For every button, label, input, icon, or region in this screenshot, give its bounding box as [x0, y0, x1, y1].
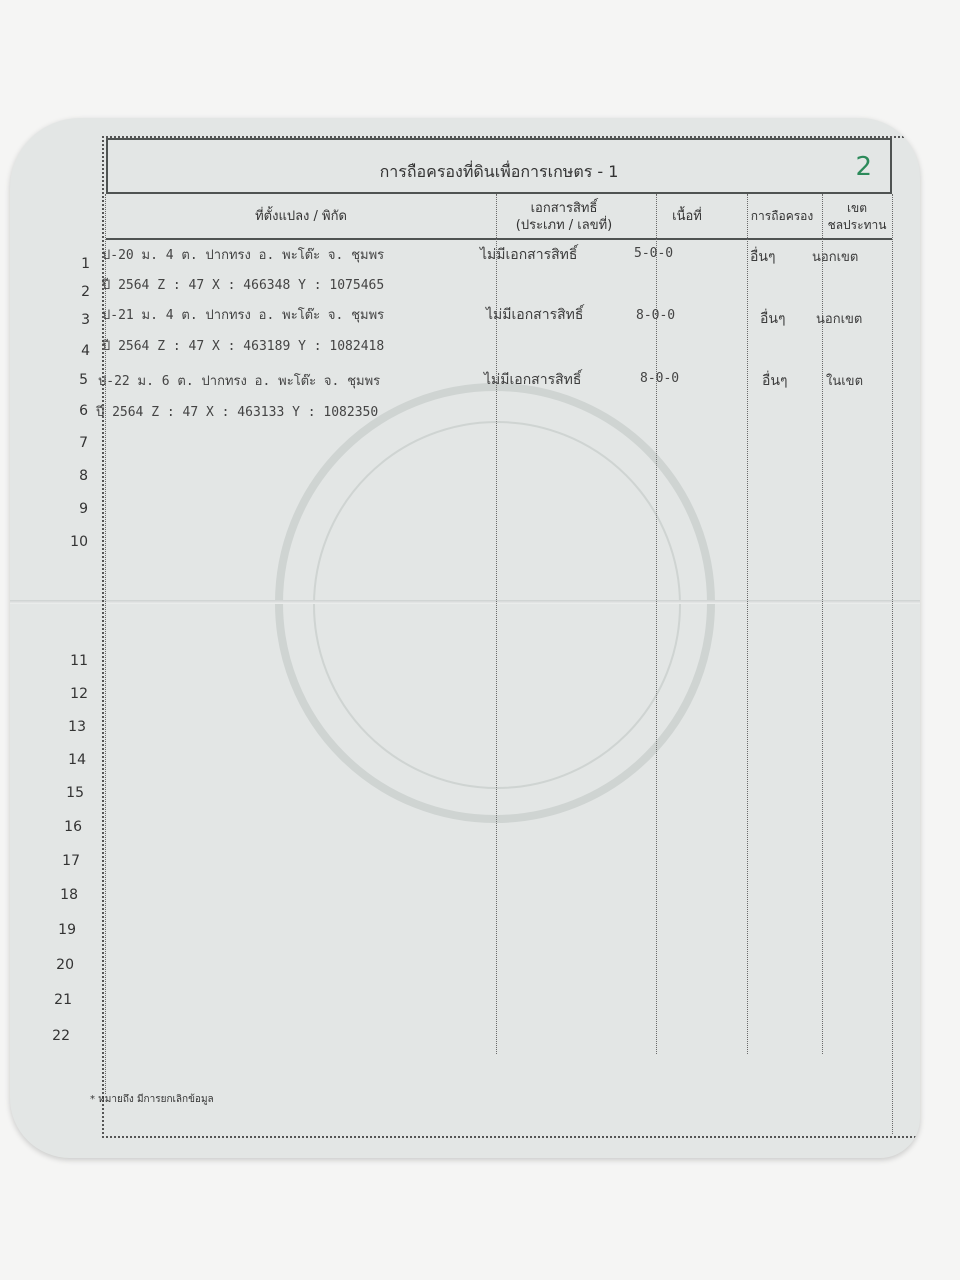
row-number: 21	[54, 992, 72, 1008]
row-number: 18	[60, 887, 78, 903]
row-number: 8	[79, 468, 88, 484]
header-zone-line1: เขต	[846, 201, 868, 215]
row-number: 12	[70, 686, 88, 702]
entry-holding: อื่นๆ	[762, 373, 788, 389]
row-number: 2	[81, 284, 90, 300]
column-divider	[105, 194, 106, 1094]
header-zone-line2: ชลประทาน	[827, 218, 887, 232]
row-number: 9	[79, 501, 88, 517]
row-number: 1	[81, 256, 90, 272]
entry-location: ป-22 ม. 6 ต. ปากทรง อ. พะโต๊ะ จ. ชุมพร	[98, 374, 381, 389]
row-number: 22	[52, 1028, 70, 1044]
entry-zone: นอกเขต	[816, 312, 863, 327]
entry-document: ไม่มีเอกสารสิทธิ์	[486, 307, 584, 323]
entry-holding: อื่นๆ	[760, 311, 786, 327]
row-number: 13	[68, 719, 86, 735]
entry-coords: ปี 2564 Z : 47 X : 463133 Y : 1082350	[96, 405, 379, 420]
entry-coords: ปี 2564 Z : 47 X : 466348 Y : 1075465	[102, 278, 385, 293]
row-number: 20	[56, 957, 74, 973]
row-number: 7	[79, 435, 88, 451]
row-number: 14	[68, 752, 86, 768]
header-document	[496, 200, 632, 234]
page-number: 2	[855, 152, 872, 182]
header-area: เนื้อที่	[672, 209, 702, 224]
row-number: 10	[70, 534, 88, 550]
row-number: 4	[81, 343, 90, 359]
column-divider	[656, 194, 657, 1054]
entry-zone: นอกเขต	[812, 250, 859, 265]
entry-area: 5-0-0	[634, 246, 674, 261]
row-number: 19	[58, 922, 76, 938]
entry-location: ป-20 ม. 4 ต. ปากทรง อ. พะโต๊ะ จ. ชุมพร	[102, 248, 385, 263]
header-zone	[822, 200, 892, 234]
header-document-line1: เอกสารสิทธิ์	[530, 201, 598, 216]
footnote: * หมายถึง มีการยกเลิกข้อมูล	[90, 1094, 214, 1105]
page-title: การถือครองที่ดินเพื่อการเกษตร - 1	[379, 162, 619, 181]
land-book-page	[10, 118, 920, 1158]
entry-area: 8-0-0	[640, 371, 680, 386]
entry-location: ป-21 ม. 4 ต. ปากทรง อ. พะโต๊ะ จ. ชุมพร	[102, 308, 385, 323]
entry-holding: อื่นๆ	[750, 249, 776, 265]
row-number: 15	[66, 785, 84, 801]
row-number: 17	[62, 853, 80, 869]
entry-zone: ในเขต	[826, 374, 864, 389]
row-number: 3	[81, 312, 90, 328]
entry-area: 8-0-0	[636, 308, 676, 323]
header-holding: การถือครอง	[750, 209, 814, 223]
header-location: ที่ตั้งแปลง / พิกัด	[255, 209, 347, 224]
row-number: 11	[70, 653, 88, 669]
column-divider	[747, 194, 748, 1054]
row-number: 16	[64, 819, 82, 835]
entry-coords: ปี 2564 Z : 47 X : 463189 Y : 1082418	[102, 339, 385, 354]
row-number: 5	[79, 372, 88, 388]
header-document-line2: (ประเภท / เลขที่)	[515, 218, 613, 233]
entry-document: ไม่มีเอกสารสิทธิ์	[484, 372, 582, 388]
row-number: 6	[79, 403, 88, 419]
title-bar	[106, 138, 892, 194]
column-divider	[892, 194, 893, 1134]
entry-document: ไม่มีเอกสารสิทธิ์	[480, 247, 578, 263]
table-header	[106, 194, 892, 240]
